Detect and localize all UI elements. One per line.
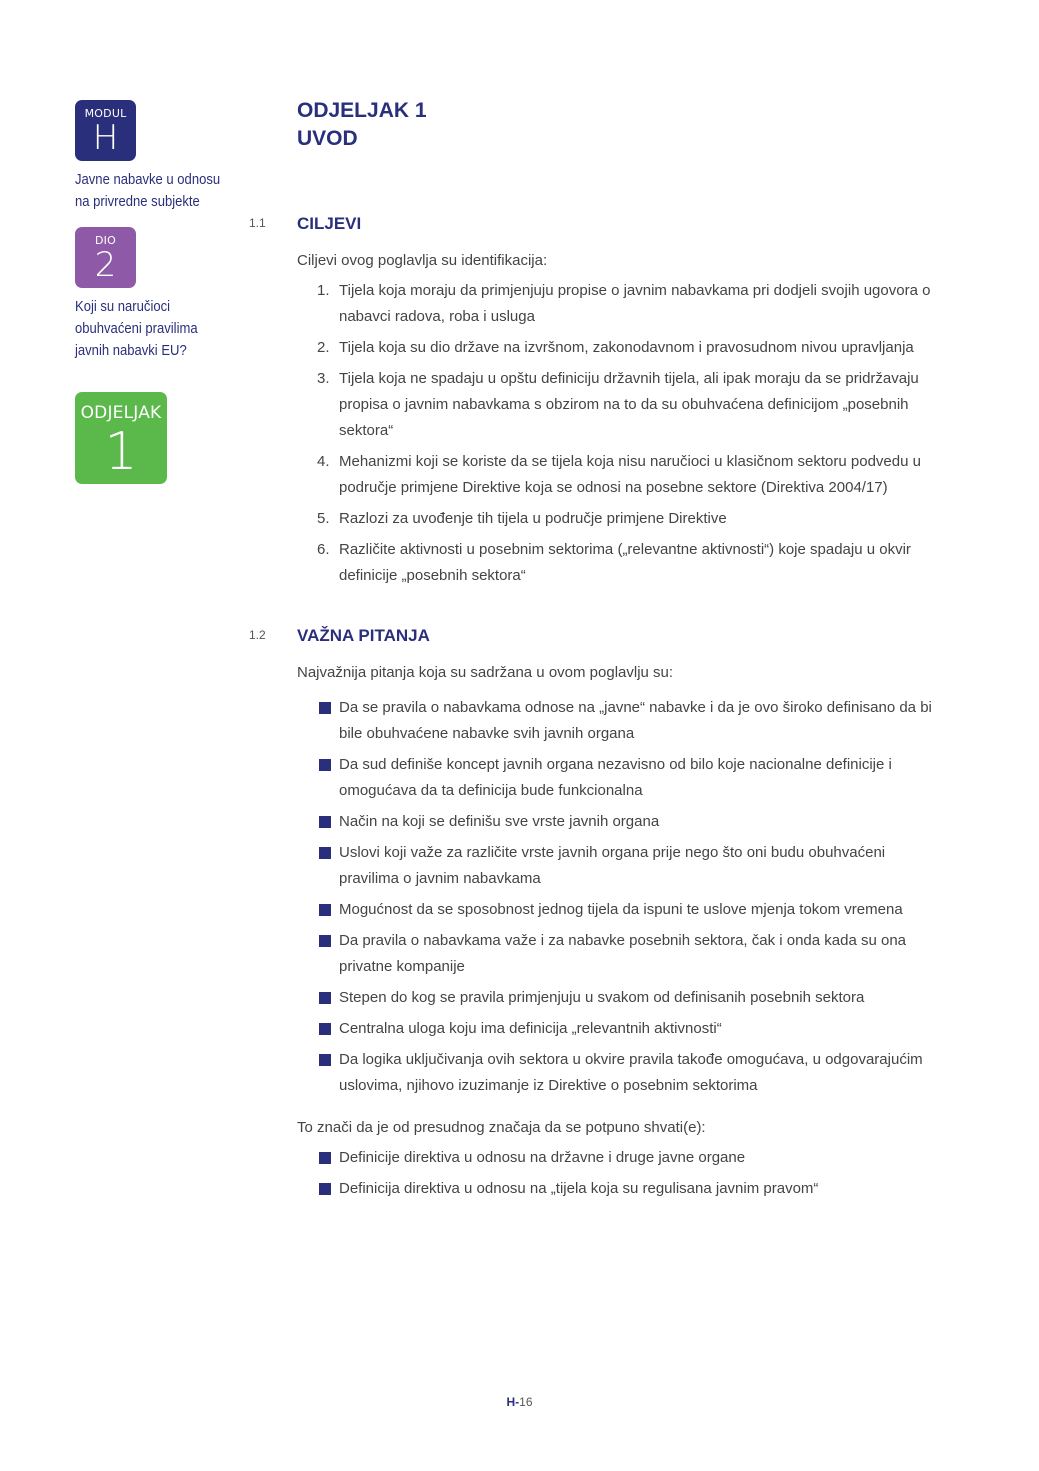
closing-list — [297, 1145, 947, 1202]
list-item-text: Razlozi za uvođenje tih tijela u područje primjene Direktive — [339, 510, 727, 527]
list-item — [297, 840, 947, 892]
list-item — [297, 335, 947, 361]
closing-paragraph: To znači da je od presudnog značaja da se potpuno shvati(e): — [297, 1119, 706, 1136]
list-item-text: Mogućnost da se sposobnost jednog tijela da ispuni te uslove mjenja tokom vremena — [339, 901, 903, 918]
list-item-text: Definicija direktiva u odnosu na „tijela koja su regulisana javnim pravom“ — [339, 1180, 819, 1197]
modul-label: MODUL — [84, 107, 127, 120]
section-number: 1.2 — [249, 628, 266, 642]
dio-number: 2 — [94, 245, 117, 285]
dio-badge — [75, 227, 136, 288]
list-item — [297, 809, 947, 835]
objectives-list — [297, 278, 947, 589]
list-item-text: Da se pravila o nabavkama odnose na „javne“ nabavke i da je ovo široko definisano da bi bile obuhvaćene nabavke svih javnih organa — [339, 699, 932, 742]
modul-badge — [75, 100, 136, 161]
list-item — [297, 985, 947, 1011]
section-vazna-pitanja — [249, 624, 947, 1202]
list-item — [297, 506, 947, 532]
list-item-text: Mehanizmi koji se koriste da se tijela koja nisu naručioci u klasičnom sektoru podvedu u područje primjene Direktive koja se odnosi na posebne sektore (Direktiva 2004/17) — [339, 453, 921, 496]
list-item-text: Tijela koja su dio države na izvršnom, zakonodavnom i pravosudnom nivou upravljanja — [339, 339, 914, 356]
section-number: 1.1 — [249, 216, 266, 230]
list-item — [297, 695, 947, 747]
dio-title: Koji su naručioci obuhvaćeni pravilima javnih nabavki EU? — [75, 299, 198, 359]
square-bullet-icon — [319, 1183, 331, 1195]
page-footer — [0, 1395, 1039, 1409]
square-bullet-icon — [319, 759, 331, 771]
main-content — [249, 97, 947, 1207]
odjeljak-label: ODJELJAK — [80, 403, 162, 423]
section-title: CILJEVI — [297, 214, 362, 233]
list-item — [297, 752, 947, 804]
square-bullet-icon — [319, 1152, 331, 1164]
list-item-number: 3. — [317, 370, 330, 387]
list-item-text: Da logika uključivanja ovih sektora u okvire pravila takođe omogućava, u odgovarajućim uslovima, njihovo izuzimanje iz Direktive o posebnim sektorima — [339, 1051, 923, 1094]
list-item — [297, 1016, 947, 1042]
footer-prefix: H- — [506, 1395, 520, 1409]
list-item-text: Da pravila o nabavkama važe i za nabavke posebnih sektora, čak i onda kada su ona privatne kompanije — [339, 932, 907, 975]
list-item-text: Da sud definiše koncept javnih organa nezavisno od bilo koje nacionalne definicije i omogućava da ta definicija bude funkcionalna — [339, 756, 892, 799]
list-item — [297, 928, 947, 980]
list-item — [297, 366, 947, 444]
page-title-line2: UVOD — [297, 127, 358, 150]
list-item-text: Centralna uloga koju ima definicija „relevantnih aktivnosti“ — [339, 1020, 722, 1037]
page-title-line1: ODJELJAK 1 — [297, 99, 427, 122]
list-item-number: 5. — [317, 510, 330, 527]
list-item-text: Definicije direktiva u odnosu na državne i druge javne organe — [339, 1149, 746, 1166]
list-item-text: Način na koji se definišu sve vrste javnih organa — [339, 813, 660, 830]
modul-title: Javne nabavke u odnosu na privredne subjekte — [75, 172, 221, 210]
list-item — [297, 537, 947, 589]
list-item-text: Stepen do kog se pravila primjenjuju u svakom od definisanih posebnih sektora — [339, 989, 865, 1006]
square-bullet-icon — [319, 1023, 331, 1035]
list-item — [297, 897, 947, 923]
list-item-number: 2. — [317, 339, 330, 356]
sidebar — [75, 100, 250, 484]
list-item-text: Tijela koja ne spadaju u opštu definiciju državnih tijela, ali ipak moraju da se pridržavaju propisa o javnim nabavkama s obzirom na to da su obuhvaćena definicijom „posebnih sektora“ — [339, 370, 919, 439]
section-title: VAŽNA PITANJA — [297, 626, 430, 645]
square-bullet-icon — [319, 992, 331, 1004]
page-title — [297, 97, 947, 153]
list-item — [297, 1145, 947, 1171]
square-bullet-icon — [319, 702, 331, 714]
odjeljak-badge — [75, 392, 167, 484]
list-item-number: 6. — [317, 541, 330, 558]
dio-label: DIO — [95, 234, 116, 247]
section-intro: Ciljevi ovog poglavlja su identifikacija: — [297, 252, 548, 269]
section-ciljevi — [249, 212, 947, 589]
page-number: 16 — [519, 1395, 533, 1409]
list-item-text: Različite aktivnosti u posebnim sektorima („relevantne aktivnosti“) koje spadaju u okvir definicije „posebnih sektora“ — [339, 541, 911, 584]
square-bullet-icon — [319, 847, 331, 859]
square-bullet-icon — [319, 1054, 331, 1066]
list-item — [297, 1047, 947, 1099]
issues-list — [297, 695, 947, 1099]
list-item-text: Uslovi koji važe za različite vrste javnih organa prije nego što oni budu obuhvaćeni pravilima o javnim nabavkama — [339, 844, 886, 887]
odjeljak-number: 1 — [104, 422, 138, 482]
list-item — [297, 1176, 947, 1202]
section-intro: Najvažnija pitanja koja su sadržana u ovom poglavlju su: — [297, 664, 674, 681]
list-item — [297, 449, 947, 501]
square-bullet-icon — [319, 904, 331, 916]
square-bullet-icon — [319, 816, 331, 828]
list-item — [297, 278, 947, 330]
list-item-text: Tijela koja moraju da primjenjuju propise o javnim nabavkama pri dodjeli svojih ugovora o nabavci radova, roba i usluga — [339, 282, 931, 325]
modul-letter: H — [92, 118, 119, 158]
list-item-number: 4. — [317, 453, 330, 470]
square-bullet-icon — [319, 935, 331, 947]
list-item-number: 1. — [317, 282, 330, 299]
